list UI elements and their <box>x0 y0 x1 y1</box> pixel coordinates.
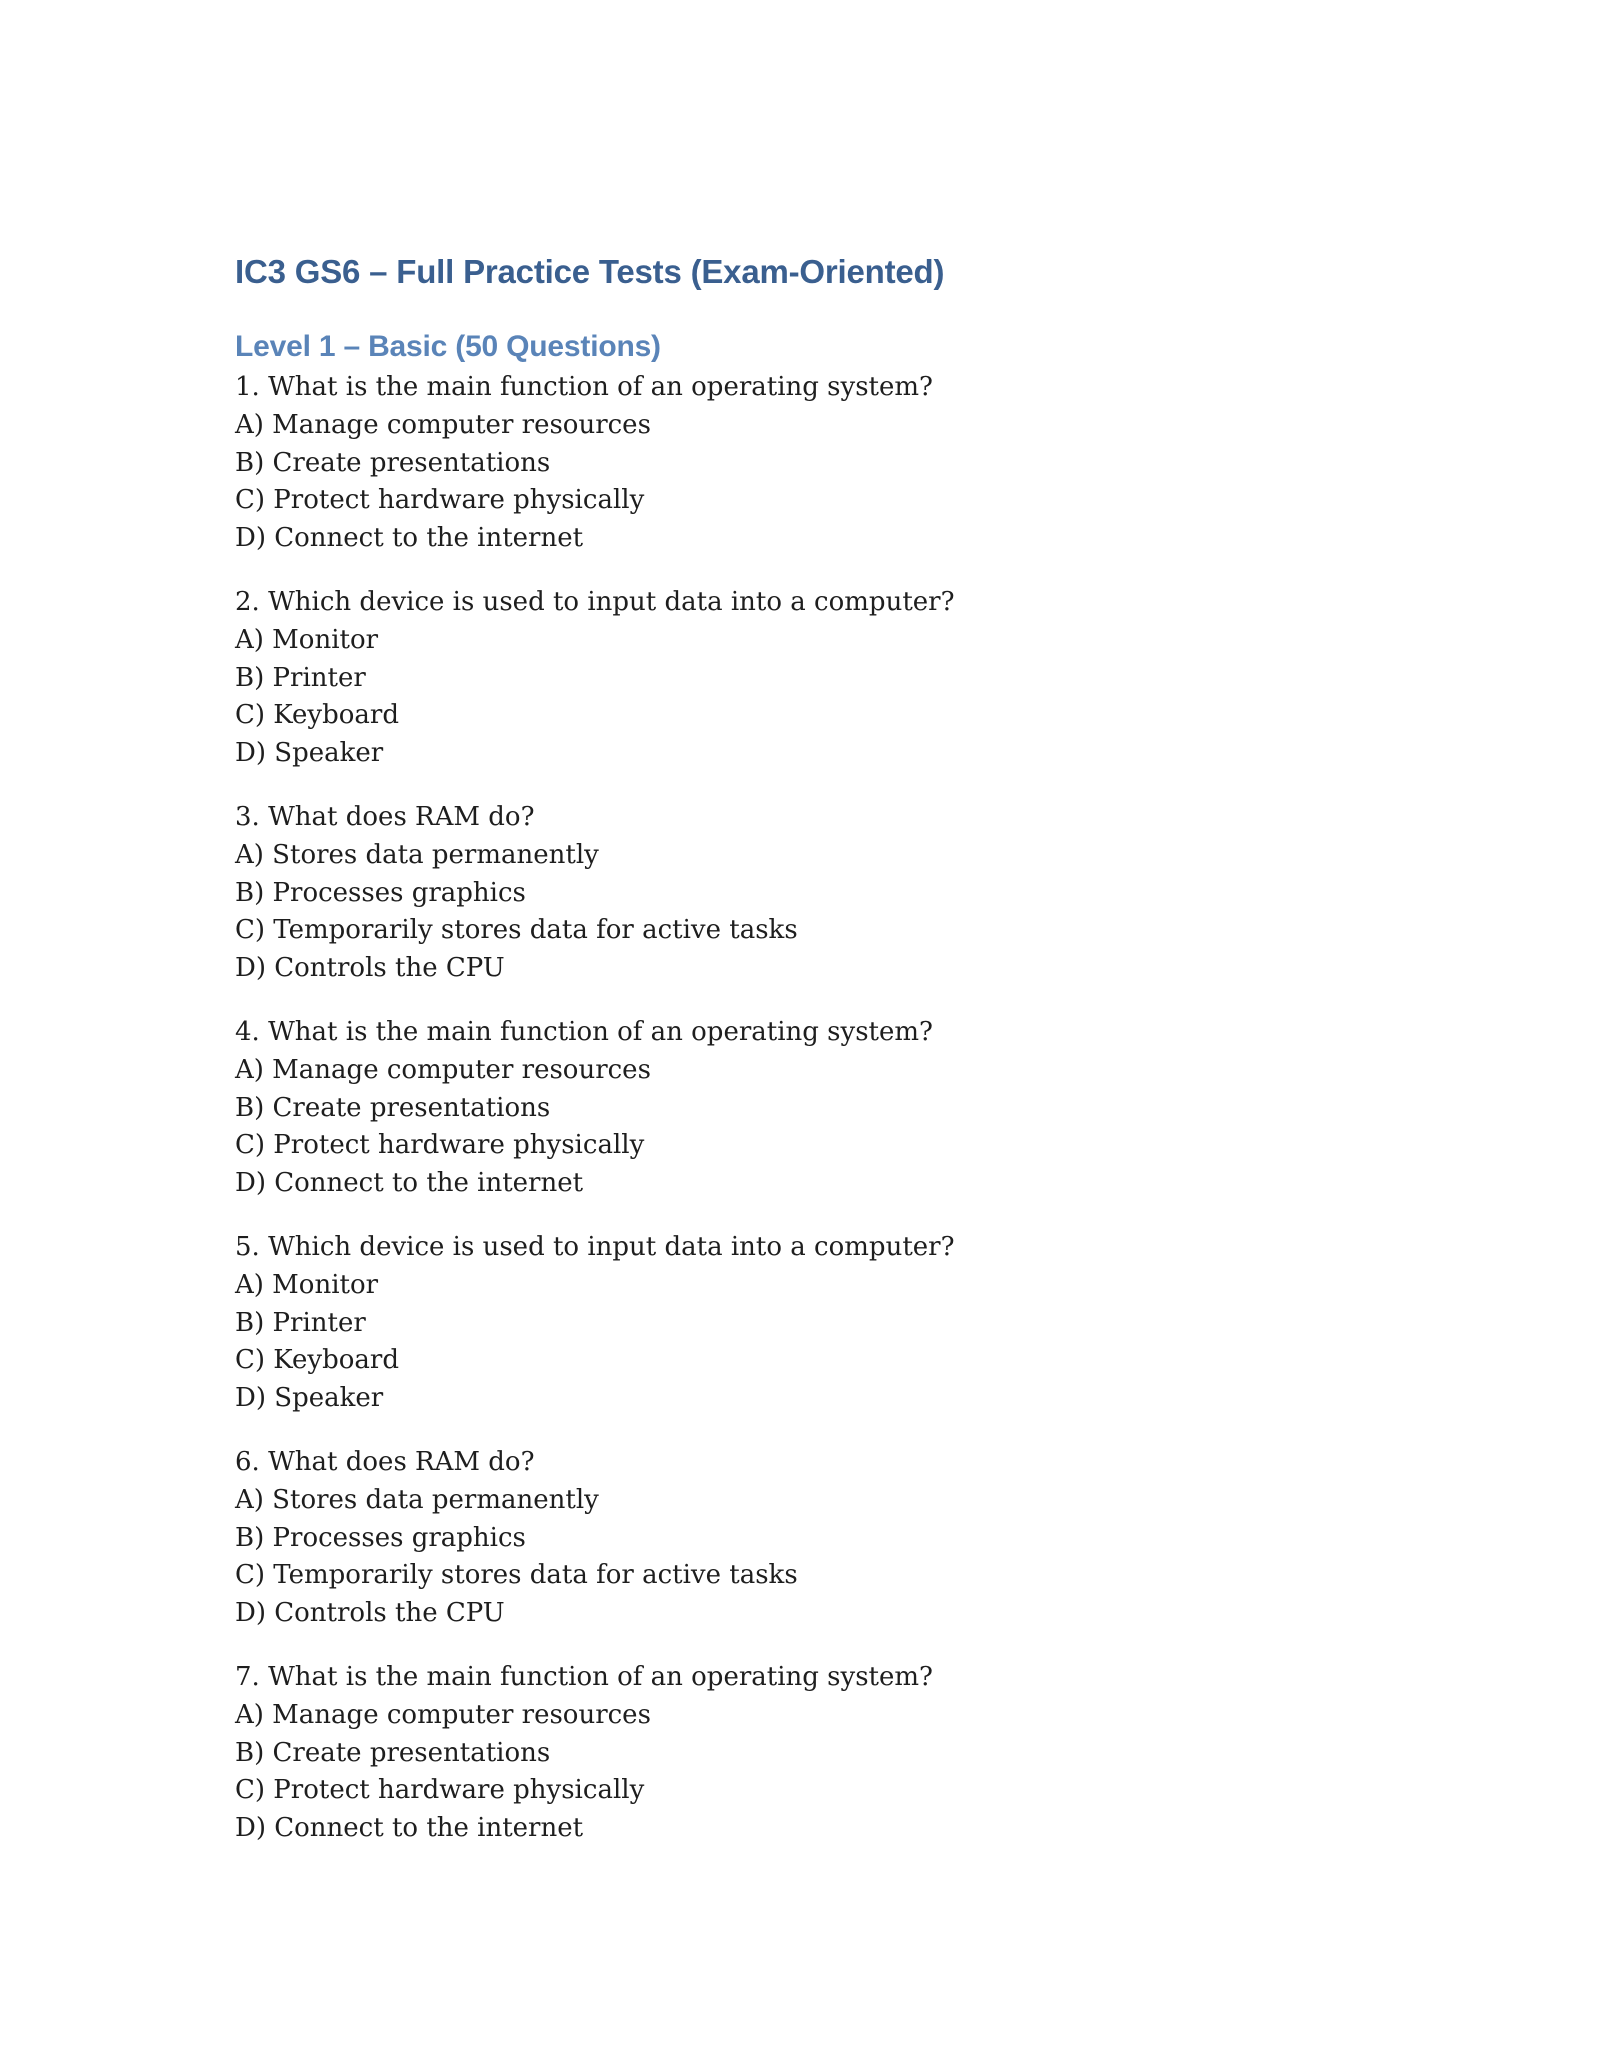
question-7 <box>235 1659 1365 1848</box>
question-6 <box>235 1444 1365 1633</box>
answer-option: D) Controls the CPU <box>235 953 505 984</box>
answer-option: B) Create presentations <box>235 1737 551 1768</box>
answer-option: A) Stores data permanently <box>235 1484 599 1515</box>
answer-option: B) Create presentations <box>235 1092 551 1123</box>
question-text: 7. What is the main function of an operating system? <box>235 1661 933 1692</box>
question-text: 5. Which device is used to input data into a computer? <box>235 1231 955 1262</box>
answer-option: D) Controls the CPU <box>235 1598 505 1629</box>
answer-option: C) Protect hardware physically <box>235 1130 645 1161</box>
answer-option: A) Manage computer resources <box>235 1054 651 1085</box>
question-text: 3. What does RAM do? <box>235 801 535 832</box>
question-5 <box>235 1229 1365 1418</box>
answer-option: A) Manage computer resources <box>235 409 651 440</box>
answer-option: C) Protect hardware physically <box>235 1775 645 1806</box>
question-text: 1. What is the main function of an operating system? <box>235 372 933 402</box>
question-text: 2. Which device is used to input data into a computer? <box>235 586 955 617</box>
question-list <box>235 369 1365 1848</box>
answer-option: D) Connect to the internet <box>235 1813 584 1844</box>
question-2 <box>235 584 1365 773</box>
answer-option: B) Printer <box>235 662 366 693</box>
answer-option: C) Temporarily stores data for active tasks <box>235 1560 798 1591</box>
answer-option: D) Speaker <box>235 738 384 769</box>
answer-option: A) Monitor <box>235 624 379 655</box>
question-text: 4. What is the main function of an operating system? <box>235 1016 933 1047</box>
answer-option: D) Speaker <box>235 1383 384 1414</box>
question-3 <box>235 799 1365 988</box>
answer-option: C) Protect hardware physically <box>235 485 645 516</box>
answer-option: B) Printer <box>235 1307 366 1338</box>
section-title: Level 1 – Basic (50 Questions) <box>235 330 661 363</box>
answer-option: B) Processes graphics <box>235 877 526 908</box>
answer-option: D) Connect to the internet <box>235 523 584 554</box>
answer-option: C) Keyboard <box>235 1345 399 1376</box>
question-1 <box>235 369 1365 558</box>
question-text: 6. What does RAM do? <box>235 1446 535 1477</box>
answer-option: A) Monitor <box>235 1269 379 1300</box>
question-4 <box>235 1014 1365 1203</box>
answer-option: C) Keyboard <box>235 700 399 731</box>
answer-option: D) Connect to the internet <box>235 1168 584 1199</box>
answer-option: A) Manage computer resources <box>235 1699 651 1730</box>
answer-option: C) Temporarily stores data for active tasks <box>235 915 798 946</box>
answer-option: A) Stores data permanently <box>235 839 599 870</box>
document-page <box>235 252 1365 1874</box>
document-title: IC3 GS6 – Full Practice Tests (Exam-Oriented) <box>235 253 945 290</box>
answer-option: B) Processes graphics <box>235 1522 526 1553</box>
answer-option: B) Create presentations <box>235 447 551 478</box>
